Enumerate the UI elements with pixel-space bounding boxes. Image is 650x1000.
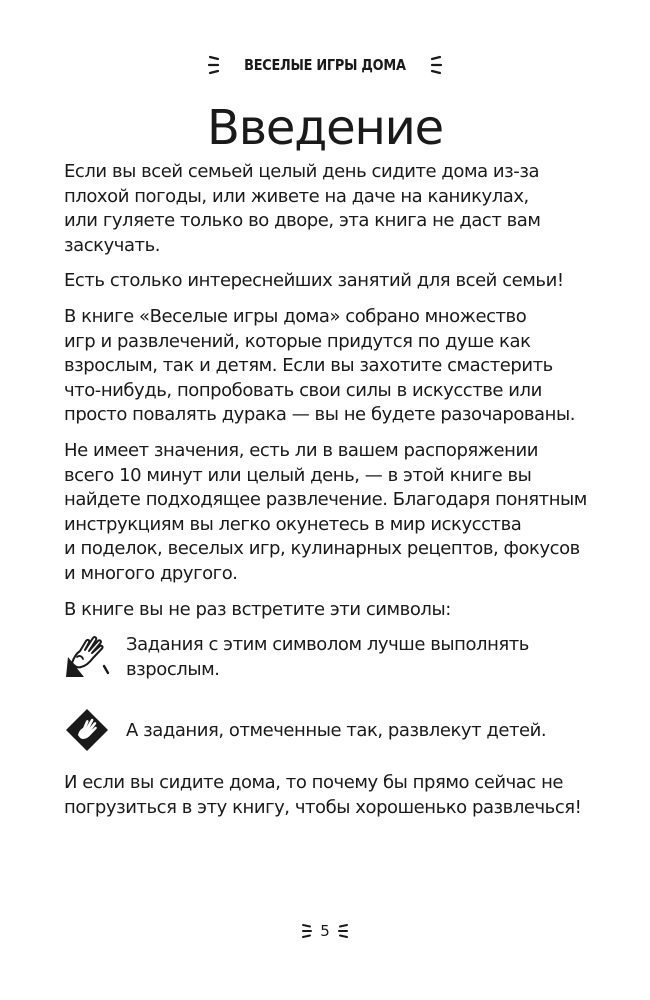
text-line: Если вы всей семьей целый день сидите дома из-за xyxy=(64,161,540,182)
text-line: что-нибудь, попробовать свои силы в искусстве или xyxy=(64,379,542,401)
text-line: и многого другого. xyxy=(64,562,238,584)
text-line: плохой погоды, или живете на даче на каникулах, xyxy=(64,185,529,207)
text-line: Не имеет значения, есть ли в вашем распоряжении xyxy=(64,439,538,461)
body-text xyxy=(64,160,587,831)
text-line: всего 10 минут или целый день, — в этой книге вы xyxy=(64,464,532,486)
text-line: Есть столько интереснейших занятий для всей семьи! xyxy=(64,270,564,292)
child-hand-icon xyxy=(64,707,110,753)
paragraph-5 xyxy=(64,598,584,623)
symbol-adult xyxy=(64,633,584,682)
text-line: погрузиться в эту книгу, чтобы хорошенько развлечься! xyxy=(64,796,582,818)
paragraph-2 xyxy=(64,269,584,294)
symbol-adult-text xyxy=(126,633,529,682)
text-line: или гуляете только во дворе, эта книга не даст вам xyxy=(64,210,541,232)
text-line: и поделок, веселых игр, кулинарных рецептов, фокусов xyxy=(64,538,580,560)
text-line: В книге «Веселые игры дома» собрано множество xyxy=(64,305,527,327)
page-title: Введение xyxy=(207,100,443,156)
text-line: игр и развлечений, которые придутся по душе как xyxy=(64,330,531,352)
left-dashes-icon xyxy=(301,922,313,940)
running-title: ВЕСЕЛЫЕ ИГРЫ ДОМА xyxy=(244,56,406,74)
page-number: 5 xyxy=(320,922,330,940)
symbol-child xyxy=(64,707,584,753)
text-line: И если вы сидите дома, то почему бы прямо сейчас не xyxy=(64,772,564,794)
paragraph-4 xyxy=(64,439,587,587)
text-line: взрослым, так и детям. Если вы захотите смастерить xyxy=(64,355,553,377)
text-line: А задания, отмеченные так, развлекут детей. xyxy=(126,720,547,742)
closing-paragraph xyxy=(64,771,584,820)
left-dashes-icon xyxy=(207,54,221,76)
page-number-footer xyxy=(0,922,650,940)
adult-hand-icon xyxy=(64,633,110,679)
right-dashes-icon xyxy=(429,54,443,76)
text-line: В книге вы не раз встретите эти символы: xyxy=(64,598,451,620)
text-line: просто повалять дурака — вы не будете разочарованы. xyxy=(64,404,575,426)
text-line: заскучать. xyxy=(64,234,161,256)
running-header xyxy=(0,54,650,76)
right-dashes-icon xyxy=(337,922,349,940)
symbol-child-text xyxy=(126,707,546,744)
paragraph-1 xyxy=(64,160,584,258)
text-line: взрослым. xyxy=(126,658,220,680)
paragraph-3 xyxy=(64,305,584,428)
spacer xyxy=(64,693,584,707)
text-line: найдете подходящее развлечение. Благодаря понятным xyxy=(64,489,587,511)
text-line: инструкциям вы легко окунетесь в мир искусства xyxy=(64,513,522,535)
text-line: Задания с этим символом лучше выполнять xyxy=(126,634,529,656)
